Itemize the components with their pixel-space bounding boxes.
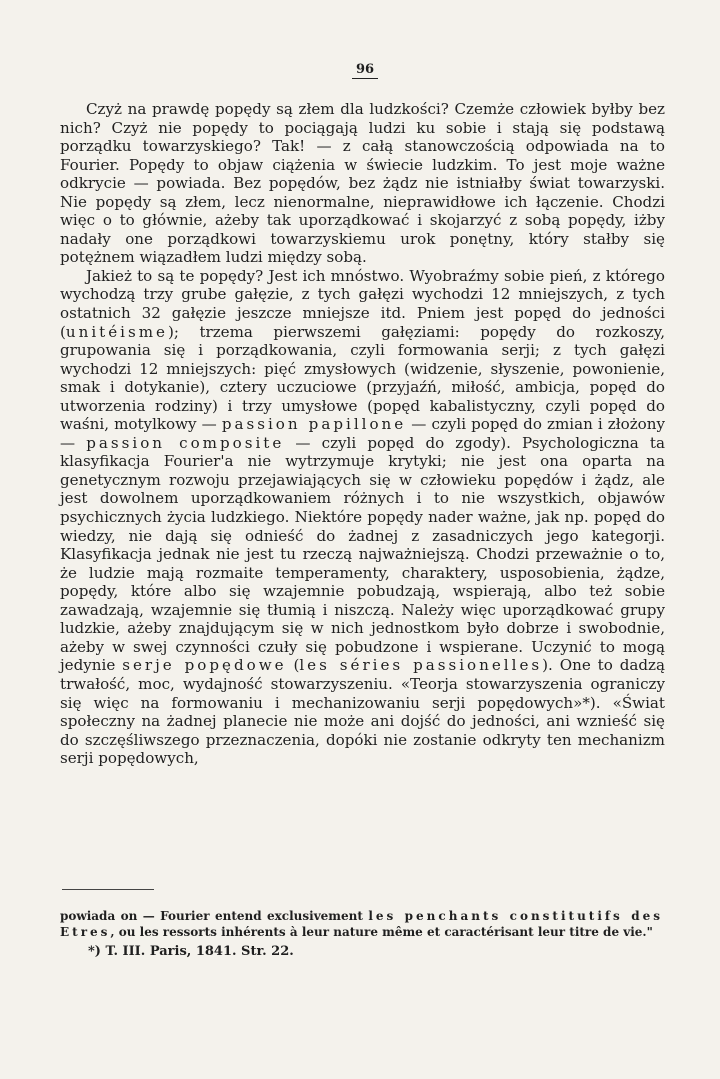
footnote-divider [62, 889, 154, 890]
footnotes [60, 908, 663, 960]
spaced-term: les séries passionelles [299, 656, 543, 675]
page-number: 96 [0, 62, 720, 79]
paragraph: Czyż na prawdę popędy są złem dla ludzkości? Czemże człowiek byłby bez nich? Czyż nie popędy to pociągają ludzi ku sobie i stają się podstawą porządku towarzyskiego? Tak! — z całą stanowczością odpowiada na to Fourier. Popędy to objaw ciążenia w świecie ludzkim. To jest moje ważne odkrycie — powiada. Bez popędów, bez żądz nie istniałby świat towarzyski. Nie popędy są złem, lecz nienormalne, nieprawidłowe ich łączenie. Chodzi więc o to głównie, ażeby tak uporządkować i skojarzyć z sobą popędy, iżby nadały one porządkowi towarzyskiemu urok ponętny, który stałby się potężnem wiązadłem ludzi między sobą. [60, 100, 665, 267]
spaced-term: unitéisme [65, 322, 168, 341]
footnote: powiada on — Fourier entend exclusivement les penchants constitutifs des Etres, ou les ressorts inhérents à leur nature même et caractérisant leur titre de vie." [60, 909, 663, 939]
spaced-term: serje popędowe [122, 656, 287, 675]
body-text [60, 100, 665, 768]
paragraph: Jakież to są te popędy? Jest ich mnóstwo. Wyobraźmy sobie pień, z którego wychodzą trzy grube gałęzie, z tych gałęzi wychodzi 12 mniejszych, z tych ostatnich 32 gałęzie jeszcze mniejsze itd. Pniem jest popęd do jedności (unitéisme); trzema pierwszemi gałęziami: popędy do rozkoszy, grupowania się i porządkowania, czyli formowania serji; z tych gałęzi wychodzi 12 mniejszych: pięć zmysłowych (widzenie, słyszenie, powonienie, smak i dotykanie), cztery uczuciowe (przyjaźń, miłość, ambicja, popęd do utworzenia rodziny) i trzy umysłowe (popęd kabalistyczny, czyli popęd do waśni, motylkowy — passion papillone — czyli popęd do zmian i złożony — passion composite — czyli popęd do zgody). Psychologiczna ta klasyfikacja Fourier'a nie wytrzymuje krytyki; nie jest ona oparta na genetycznym rozwoju przejawiających się w człowieku popędów i żądz, ale jest dowolnem uporządkowaniem różnych i to nie wszystkich, objawów psychicznych życia ludzkiego. Niektóre popędy nader ważne, jak np. popęd do wiedzy, nie dają się odnieść do żadnej z zasadniczych jego kategorji. Klasyfikacja jednak nie jest tu rzeczą najważniejszą. Chodzi przeważnie o to, że ludzie mają rozmaite temperamenty, charaktery, usposobienia, żądze, popędy, które albo się wzajemnie pobudzają, wspierają, albo też sobie zawadzają, wzajemnie się tłumią i niszczą. Należy więc uporządkować grupy ludzkie, ażeby znajdującym się w nich jednostkom było dobrze i swobodnie, ażeby w swej czynności czuły się pobudzone i wspierane. Uczynić to mogą jedynie serje popędowe (les séries passionelles). One to dadzą trwałość, moc, wydajność stowarzyszeniu. «Teorja stowarzyszenia ograniczy się więc na formowaniu i mechanizowaniu serji popędowych»*). «Świat społeczny na żadnej planecie nie może ani dojść do jedności, ani wznieść się do szczęśliwszego przeznaczenia, dopóki nie zostanie odkryty ten mechanizm serji popędowych, [60, 266, 665, 768]
footnote: *) T. III. Paris, 1841. Str. 22. [88, 944, 294, 959]
spaced-term: les penchants constitutifs des Etres [60, 909, 663, 939]
spaced-term: passion composite [86, 433, 285, 452]
spaced-term: passion papillone [221, 415, 407, 434]
